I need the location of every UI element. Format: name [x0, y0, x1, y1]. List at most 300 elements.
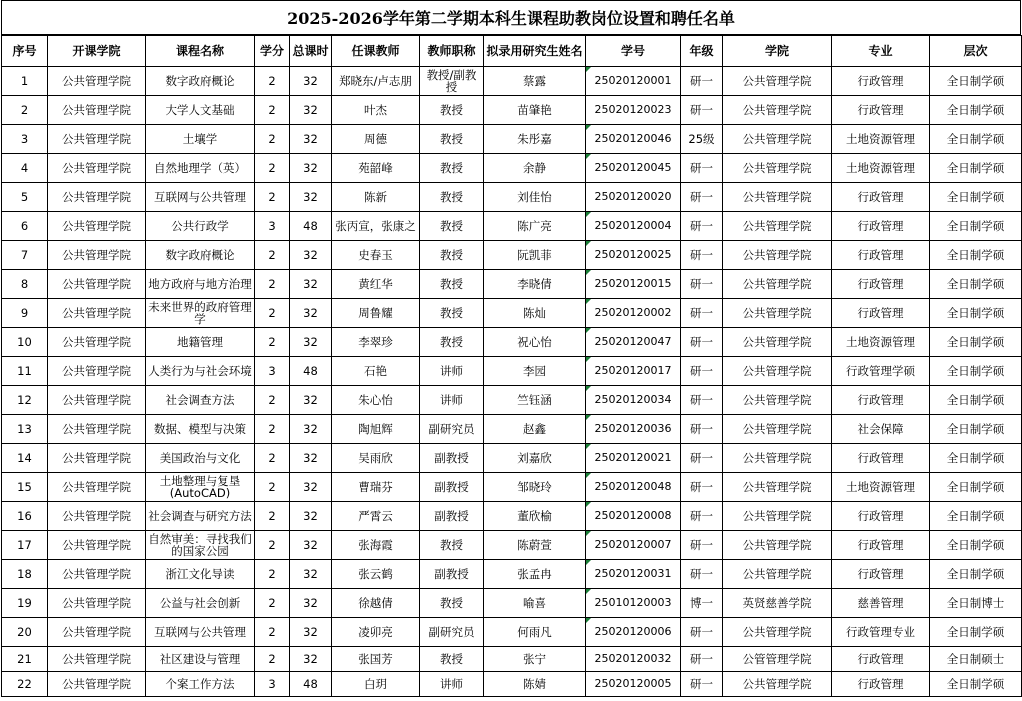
table-cell[interactable]: 公共管理学院	[723, 270, 832, 299]
table-row[interactable]	[2, 96, 1022, 125]
table-cell[interactable]: 32	[290, 183, 332, 212]
table-cell[interactable]: 4	[2, 154, 48, 183]
table-cell[interactable]: 曹瑞芬	[332, 473, 420, 502]
table-cell[interactable]: 副教授	[420, 473, 484, 502]
table-cell[interactable]: 32	[290, 531, 332, 560]
table-cell[interactable]: 张海霞	[332, 531, 420, 560]
table-cell[interactable]: 全日制学硕	[930, 672, 1022, 697]
table-cell[interactable]: 副研究员	[420, 618, 484, 647]
table-cell[interactable]: 公共管理学院	[723, 473, 832, 502]
table-cell[interactable]: 严霄云	[332, 502, 420, 531]
table-cell[interactable]: 10	[2, 328, 48, 357]
table-cell[interactable]: 2	[255, 328, 290, 357]
table-cell[interactable]: 陈婧	[484, 672, 586, 697]
table-cell[interactable]: 2	[255, 96, 290, 125]
table-cell[interactable]: 公共管理学院	[723, 502, 832, 531]
table-cell[interactable]: 蔡露	[484, 67, 586, 96]
table-cell[interactable]: 25020120007	[586, 531, 681, 560]
table-cell[interactable]: 自然审美：寻找我们的国家公园	[146, 531, 255, 560]
table-cell[interactable]: 公共管理学院	[48, 386, 146, 415]
table-cell[interactable]: 数据、模型与决策	[146, 415, 255, 444]
table-cell[interactable]: 教授	[420, 328, 484, 357]
table-cell[interactable]: 朱心怡	[332, 386, 420, 415]
table-cell[interactable]: 行政管理	[832, 386, 930, 415]
table-cell[interactable]: 黄红华	[332, 270, 420, 299]
table-row[interactable]	[2, 212, 1022, 241]
table-row[interactable]	[2, 672, 1022, 697]
table-cell[interactable]: 公共管理学院	[723, 357, 832, 386]
table-cell[interactable]: 研一	[681, 270, 723, 299]
table-cell[interactable]: 公共管理学院	[723, 328, 832, 357]
table-cell[interactable]: 祝心怡	[484, 328, 586, 357]
table-cell[interactable]: 25020120045	[586, 154, 681, 183]
table-row[interactable]	[2, 531, 1022, 560]
table-cell[interactable]: 2	[255, 125, 290, 154]
table-cell[interactable]: 教授	[420, 125, 484, 154]
column-header[interactable]: 学号	[586, 36, 681, 67]
table-cell[interactable]: 全日制学硕	[930, 183, 1022, 212]
table-cell[interactable]: 2	[255, 473, 290, 502]
table-cell[interactable]: 陈蔚萱	[484, 531, 586, 560]
table-cell[interactable]: 何雨凡	[484, 618, 586, 647]
table-cell[interactable]: 14	[2, 444, 48, 473]
table-cell[interactable]: 32	[290, 154, 332, 183]
table-cell[interactable]: 刘嘉欣	[484, 444, 586, 473]
table-cell[interactable]: 徐越倩	[332, 589, 420, 618]
table-cell[interactable]: 研一	[681, 444, 723, 473]
table-cell[interactable]: 公益与社会创新	[146, 589, 255, 618]
table-cell[interactable]: 研一	[681, 299, 723, 328]
table-row[interactable]	[2, 589, 1022, 618]
table-row[interactable]	[2, 328, 1022, 357]
table-row[interactable]	[2, 154, 1022, 183]
table-cell[interactable]: 公共管理学院	[48, 125, 146, 154]
table-cell[interactable]: 公共管理学院	[48, 647, 146, 672]
table-cell[interactable]: 2	[255, 415, 290, 444]
table-cell[interactable]: 教授/副教授	[420, 67, 484, 96]
table-cell[interactable]: 2	[255, 618, 290, 647]
table-cell[interactable]: 地籍管理	[146, 328, 255, 357]
table-cell[interactable]: 25级	[681, 125, 723, 154]
table-cell[interactable]: 全日制学硕	[930, 502, 1022, 531]
table-cell[interactable]: 全日制学硕	[930, 473, 1022, 502]
table-cell[interactable]: 全日制学硕	[930, 386, 1022, 415]
table-cell[interactable]: 教授	[420, 647, 484, 672]
table-cell[interactable]: 余静	[484, 154, 586, 183]
table-cell[interactable]: 周德	[332, 125, 420, 154]
table-cell[interactable]: 公共管理学院	[48, 154, 146, 183]
table-cell[interactable]: 研一	[681, 647, 723, 672]
table-row[interactable]	[2, 444, 1022, 473]
table-cell[interactable]: 7	[2, 241, 48, 270]
table-row[interactable]	[2, 299, 1022, 328]
column-header[interactable]: 课程名称	[146, 36, 255, 67]
column-header[interactable]: 开课学院	[48, 36, 146, 67]
table-cell[interactable]: 公共管理学院	[48, 299, 146, 328]
table-cell[interactable]: 苗肇艳	[484, 96, 586, 125]
table-cell[interactable]: 32	[290, 415, 332, 444]
table-cell[interactable]: 讲师	[420, 672, 484, 697]
table-cell[interactable]: 9	[2, 299, 48, 328]
table-cell[interactable]: 苑韶峰	[332, 154, 420, 183]
table-cell[interactable]: 3	[2, 125, 48, 154]
table-cell[interactable]: 刘佳怡	[484, 183, 586, 212]
table-cell[interactable]: 25020120004	[586, 212, 681, 241]
table-cell[interactable]: 18	[2, 560, 48, 589]
table-cell[interactable]: 32	[290, 299, 332, 328]
table-cell[interactable]: 副教授	[420, 444, 484, 473]
table-cell[interactable]: 3	[255, 212, 290, 241]
table-cell[interactable]: 行政管理	[832, 67, 930, 96]
table-cell[interactable]: 25020120046	[586, 125, 681, 154]
table-cell[interactable]: 15	[2, 473, 48, 502]
table-cell[interactable]: 公共管理学院	[723, 531, 832, 560]
column-header[interactable]: 学院	[723, 36, 832, 67]
table-row[interactable]	[2, 473, 1022, 502]
table-cell[interactable]: 全日制学硕	[930, 415, 1022, 444]
table-cell[interactable]: 48	[290, 357, 332, 386]
table-cell[interactable]: 英贤慈善学院	[723, 589, 832, 618]
table-cell[interactable]: 郑晓东/卢志朋	[332, 67, 420, 96]
table-cell[interactable]: 行政管理	[832, 270, 930, 299]
table-cell[interactable]: 全日制学硕	[930, 67, 1022, 96]
table-cell[interactable]: 全日制学硕	[930, 444, 1022, 473]
table-row[interactable]	[2, 415, 1022, 444]
table-cell[interactable]: 2	[255, 502, 290, 531]
table-cell[interactable]: 20	[2, 618, 48, 647]
table-cell[interactable]: 25010120003	[586, 589, 681, 618]
table-cell[interactable]: 行政管理	[832, 672, 930, 697]
table-cell[interactable]: 13	[2, 415, 48, 444]
table-cell[interactable]: 教授	[420, 589, 484, 618]
table-cell[interactable]: 全日制学硕	[930, 212, 1022, 241]
table-cell[interactable]: 未来世界的政府管理学	[146, 299, 255, 328]
table-cell[interactable]: 副研究员	[420, 415, 484, 444]
table-cell[interactable]: 6	[2, 212, 48, 241]
table-cell[interactable]: 全日制学硕	[930, 618, 1022, 647]
table-cell[interactable]: 公共管理学院	[723, 125, 832, 154]
table-cell[interactable]: 公共管理学院	[723, 672, 832, 697]
table-cell[interactable]: 32	[290, 444, 332, 473]
table-row[interactable]	[2, 647, 1022, 672]
table-cell[interactable]: 土地资源管理	[832, 328, 930, 357]
table-cell[interactable]: 教授	[420, 241, 484, 270]
table-cell[interactable]: 32	[290, 96, 332, 125]
table-cell[interactable]: 公共管理学院	[723, 154, 832, 183]
table-cell[interactable]: 行政管理专业	[832, 618, 930, 647]
table-cell[interactable]: 研一	[681, 357, 723, 386]
table-row[interactable]	[2, 502, 1022, 531]
table-cell[interactable]: 2	[255, 589, 290, 618]
table-cell[interactable]: 李园	[484, 357, 586, 386]
table-cell[interactable]: 教授	[420, 183, 484, 212]
table-cell[interactable]: 25020120032	[586, 647, 681, 672]
table-cell[interactable]: 行政管理	[832, 96, 930, 125]
table-row[interactable]	[2, 270, 1022, 299]
table-cell[interactable]: 公共管理学院	[723, 299, 832, 328]
table-cell[interactable]: 地方政府与地方治理	[146, 270, 255, 299]
table-row[interactable]	[2, 125, 1022, 154]
table-cell[interactable]: 公共管理学院	[48, 357, 146, 386]
column-header[interactable]: 任课教师	[332, 36, 420, 67]
table-cell[interactable]: 2	[255, 183, 290, 212]
table-cell[interactable]: 李翠珍	[332, 328, 420, 357]
table-cell[interactable]: 5	[2, 183, 48, 212]
table-cell[interactable]: 公共管理学院	[723, 212, 832, 241]
table-cell[interactable]: 2	[255, 241, 290, 270]
table-cell[interactable]: 21	[2, 647, 48, 672]
table-cell[interactable]: 25020120021	[586, 444, 681, 473]
table-cell[interactable]: 全日制硕士	[930, 647, 1022, 672]
table-cell[interactable]: 朱彤嘉	[484, 125, 586, 154]
table-cell[interactable]: 陈灿	[484, 299, 586, 328]
table-row[interactable]	[2, 183, 1022, 212]
table-cell[interactable]: 副教授	[420, 560, 484, 589]
table-cell[interactable]: 公共管理学院	[723, 415, 832, 444]
table-cell[interactable]: 凌卯亮	[332, 618, 420, 647]
table-cell[interactable]: 公共管理学院	[48, 96, 146, 125]
table-cell[interactable]: 公共行政学	[146, 212, 255, 241]
table-cell[interactable]: 董欣榆	[484, 502, 586, 531]
table-cell[interactable]: 32	[290, 502, 332, 531]
table-cell[interactable]: 陈广亮	[484, 212, 586, 241]
table-cell[interactable]: 公共管理学院	[48, 67, 146, 96]
table-cell[interactable]: 美国政治与文化	[146, 444, 255, 473]
table-cell[interactable]: 研一	[681, 328, 723, 357]
table-cell[interactable]: 32	[290, 473, 332, 502]
table-cell[interactable]: 17	[2, 531, 48, 560]
table-cell[interactable]: 3	[255, 672, 290, 697]
table-cell[interactable]: 史春玉	[332, 241, 420, 270]
table-cell[interactable]: 社会调查与研究方法	[146, 502, 255, 531]
table-cell[interactable]: 25020120017	[586, 357, 681, 386]
table-cell[interactable]: 白玥	[332, 672, 420, 697]
table-cell[interactable]: 公共管理学院	[48, 589, 146, 618]
table-cell[interactable]: 25020120047	[586, 328, 681, 357]
table-cell[interactable]: 研一	[681, 154, 723, 183]
table-cell[interactable]: 土地整理与复垦(AutoCAD)	[146, 473, 255, 502]
table-cell[interactable]: 全日制学硕	[930, 270, 1022, 299]
table-cell[interactable]: 研一	[681, 241, 723, 270]
table-cell[interactable]: 32	[290, 647, 332, 672]
table-cell[interactable]: 25020120036	[586, 415, 681, 444]
table-cell[interactable]: 研一	[681, 473, 723, 502]
table-cell[interactable]: 12	[2, 386, 48, 415]
table-cell[interactable]: 公共管理学院	[48, 672, 146, 697]
column-header[interactable]: 教师职称	[420, 36, 484, 67]
table-cell[interactable]: 教授	[420, 299, 484, 328]
table-cell[interactable]: 研一	[681, 183, 723, 212]
table-cell[interactable]: 全日制学硕	[930, 531, 1022, 560]
table-cell[interactable]: 教授	[420, 531, 484, 560]
table-cell[interactable]: 32	[290, 328, 332, 357]
table-cell[interactable]: 竺钰涵	[484, 386, 586, 415]
table-cell[interactable]: 行政管理	[832, 647, 930, 672]
table-cell[interactable]: 社会调查方法	[146, 386, 255, 415]
table-cell[interactable]: 博一	[681, 589, 723, 618]
table-cell[interactable]: 公共管理学院	[48, 183, 146, 212]
table-cell[interactable]: 公共管理学院	[48, 618, 146, 647]
table-row[interactable]	[2, 618, 1022, 647]
table-cell[interactable]: 公共管理学院	[48, 270, 146, 299]
table-cell[interactable]: 行政管理	[832, 502, 930, 531]
table-cell[interactable]: 1	[2, 67, 48, 96]
table-cell[interactable]: 土壤学	[146, 125, 255, 154]
table-cell[interactable]: 石艳	[332, 357, 420, 386]
table-cell[interactable]: 公共管理学院	[723, 444, 832, 473]
table-cell[interactable]: 教授	[420, 96, 484, 125]
table-cell[interactable]: 全日制学硕	[930, 328, 1022, 357]
column-header[interactable]: 年级	[681, 36, 723, 67]
table-cell[interactable]: 全日制学硕	[930, 560, 1022, 589]
table-cell[interactable]: 公共管理学院	[48, 560, 146, 589]
table-cell[interactable]: 全日制学硕	[930, 154, 1022, 183]
table-cell[interactable]: 行政管理	[832, 444, 930, 473]
table-cell[interactable]: 互联网与公共管理	[146, 618, 255, 647]
table-cell[interactable]: 32	[290, 125, 332, 154]
table-cell[interactable]: 土地资源管理	[832, 473, 930, 502]
table-cell[interactable]: 19	[2, 589, 48, 618]
table-cell[interactable]: 李晓倩	[484, 270, 586, 299]
table-cell[interactable]: 25020120001	[586, 67, 681, 96]
table-cell[interactable]: 公共管理学院	[48, 531, 146, 560]
table-cell[interactable]: 公共管理学院	[723, 241, 832, 270]
table-cell[interactable]: 32	[290, 560, 332, 589]
table-cell[interactable]: 讲师	[420, 386, 484, 415]
column-header[interactable]: 层次	[930, 36, 1022, 67]
table-cell[interactable]: 2	[255, 270, 290, 299]
table-cell[interactable]: 32	[290, 386, 332, 415]
table-cell[interactable]: 研一	[681, 386, 723, 415]
table-cell[interactable]: 社会保障	[832, 415, 930, 444]
table-cell[interactable]: 土地资源管理	[832, 154, 930, 183]
table-cell[interactable]: 行政管理学硕	[832, 357, 930, 386]
table-cell[interactable]: 张孟冉	[484, 560, 586, 589]
table-cell[interactable]: 行政管理	[832, 299, 930, 328]
table-cell[interactable]: 2	[255, 299, 290, 328]
table-cell[interactable]: 全日制博士	[930, 589, 1022, 618]
table-cell[interactable]: 全日制学硕	[930, 241, 1022, 270]
table-cell[interactable]: 研一	[681, 672, 723, 697]
table-cell[interactable]: 25020120015	[586, 270, 681, 299]
table-cell[interactable]: 公共管理学院	[48, 328, 146, 357]
table-cell[interactable]: 25020120005	[586, 672, 681, 697]
table-cell[interactable]: 副教授	[420, 502, 484, 531]
table-cell[interactable]: 公共管理学院	[48, 212, 146, 241]
table-cell[interactable]: 25020120006	[586, 618, 681, 647]
table-cell[interactable]: 叶杰	[332, 96, 420, 125]
table-cell[interactable]: 公共管理学院	[48, 415, 146, 444]
table-cell[interactable]: 行政管理	[832, 531, 930, 560]
table-cell[interactable]: 研一	[681, 212, 723, 241]
table-cell[interactable]: 48	[290, 212, 332, 241]
table-cell[interactable]: 社区建设与管理	[146, 647, 255, 672]
table-cell[interactable]: 慈善管理	[832, 589, 930, 618]
table-cell[interactable]: 22	[2, 672, 48, 697]
table-cell[interactable]: 2	[255, 647, 290, 672]
table-cell[interactable]: 公共管理学院	[48, 444, 146, 473]
table-cell[interactable]: 3	[255, 357, 290, 386]
table-cell[interactable]: 25020120023	[586, 96, 681, 125]
table-cell[interactable]: 全日制学硕	[930, 96, 1022, 125]
table-cell[interactable]: 25020120008	[586, 502, 681, 531]
table-cell[interactable]: 32	[290, 241, 332, 270]
table-cell[interactable]: 张云鹤	[332, 560, 420, 589]
table-cell[interactable]: 行政管理	[832, 241, 930, 270]
table-cell[interactable]: 2	[255, 531, 290, 560]
table-cell[interactable]: 公共管理学院	[723, 560, 832, 589]
table-cell[interactable]: 2	[255, 154, 290, 183]
column-header[interactable]: 学分	[255, 36, 290, 67]
table-cell[interactable]: 张国芳	[332, 647, 420, 672]
table-cell[interactable]: 32	[290, 270, 332, 299]
table-cell[interactable]: 研一	[681, 502, 723, 531]
table-cell[interactable]: 全日制学硕	[930, 357, 1022, 386]
table-cell[interactable]: 研一	[681, 67, 723, 96]
table-cell[interactable]: 浙江文化导读	[146, 560, 255, 589]
table-cell[interactable]: 25020120020	[586, 183, 681, 212]
table-cell[interactable]: 周鲁耀	[332, 299, 420, 328]
column-header[interactable]: 拟录用研究生姓名	[484, 36, 586, 67]
table-row[interactable]	[2, 386, 1022, 415]
table-row[interactable]	[2, 560, 1022, 589]
column-header[interactable]: 专业	[832, 36, 930, 67]
table-cell[interactable]: 研一	[681, 560, 723, 589]
table-cell[interactable]: 教授	[420, 270, 484, 299]
table-cell[interactable]: 大学人文基础	[146, 96, 255, 125]
table-cell[interactable]: 25020120048	[586, 473, 681, 502]
table-row[interactable]	[2, 357, 1022, 386]
table-cell[interactable]: 吴雨欣	[332, 444, 420, 473]
table-cell[interactable]: 研一	[681, 618, 723, 647]
table-cell[interactable]: 32	[290, 589, 332, 618]
table-cell[interactable]: 2	[2, 96, 48, 125]
table-cell[interactable]: 喻喜	[484, 589, 586, 618]
table-cell[interactable]: 16	[2, 502, 48, 531]
table-cell[interactable]: 公共管理学院	[723, 67, 832, 96]
table-cell[interactable]: 48	[290, 672, 332, 697]
table-cell[interactable]: 张宁	[484, 647, 586, 672]
table-cell[interactable]: 阮凯菲	[484, 241, 586, 270]
table-cell[interactable]: 研一	[681, 531, 723, 560]
table-cell[interactable]: 张丙宣，张康之	[332, 212, 420, 241]
table-cell[interactable]: 公共管理学院	[723, 183, 832, 212]
table-cell[interactable]: 25020120034	[586, 386, 681, 415]
table-cell[interactable]: 教授	[420, 212, 484, 241]
table-cell[interactable]: 土地资源管理	[832, 125, 930, 154]
table-cell[interactable]: 互联网与公共管理	[146, 183, 255, 212]
table-cell[interactable]: 公共管理学院	[48, 473, 146, 502]
table-row[interactable]	[2, 241, 1022, 270]
table-cell[interactable]: 25020120002	[586, 299, 681, 328]
table-cell[interactable]: 32	[290, 618, 332, 647]
table-cell[interactable]: 全日制学硕	[930, 125, 1022, 154]
table-cell[interactable]: 自然地理学（英）	[146, 154, 255, 183]
table-cell[interactable]: 8	[2, 270, 48, 299]
table-cell[interactable]: 32	[290, 67, 332, 96]
table-row[interactable]	[2, 67, 1022, 96]
table-cell[interactable]: 研一	[681, 415, 723, 444]
table-cell[interactable]: 数字政府概论	[146, 241, 255, 270]
table-cell[interactable]: 2	[255, 386, 290, 415]
table-cell[interactable]: 全日制学硕	[930, 299, 1022, 328]
table-cell[interactable]: 2	[255, 560, 290, 589]
table-cell[interactable]: 25020120025	[586, 241, 681, 270]
table-cell[interactable]: 公共管理学院	[48, 502, 146, 531]
table-cell[interactable]: 教授	[420, 154, 484, 183]
table-cell[interactable]: 2	[255, 444, 290, 473]
table-cell[interactable]: 公共管理学院	[723, 618, 832, 647]
